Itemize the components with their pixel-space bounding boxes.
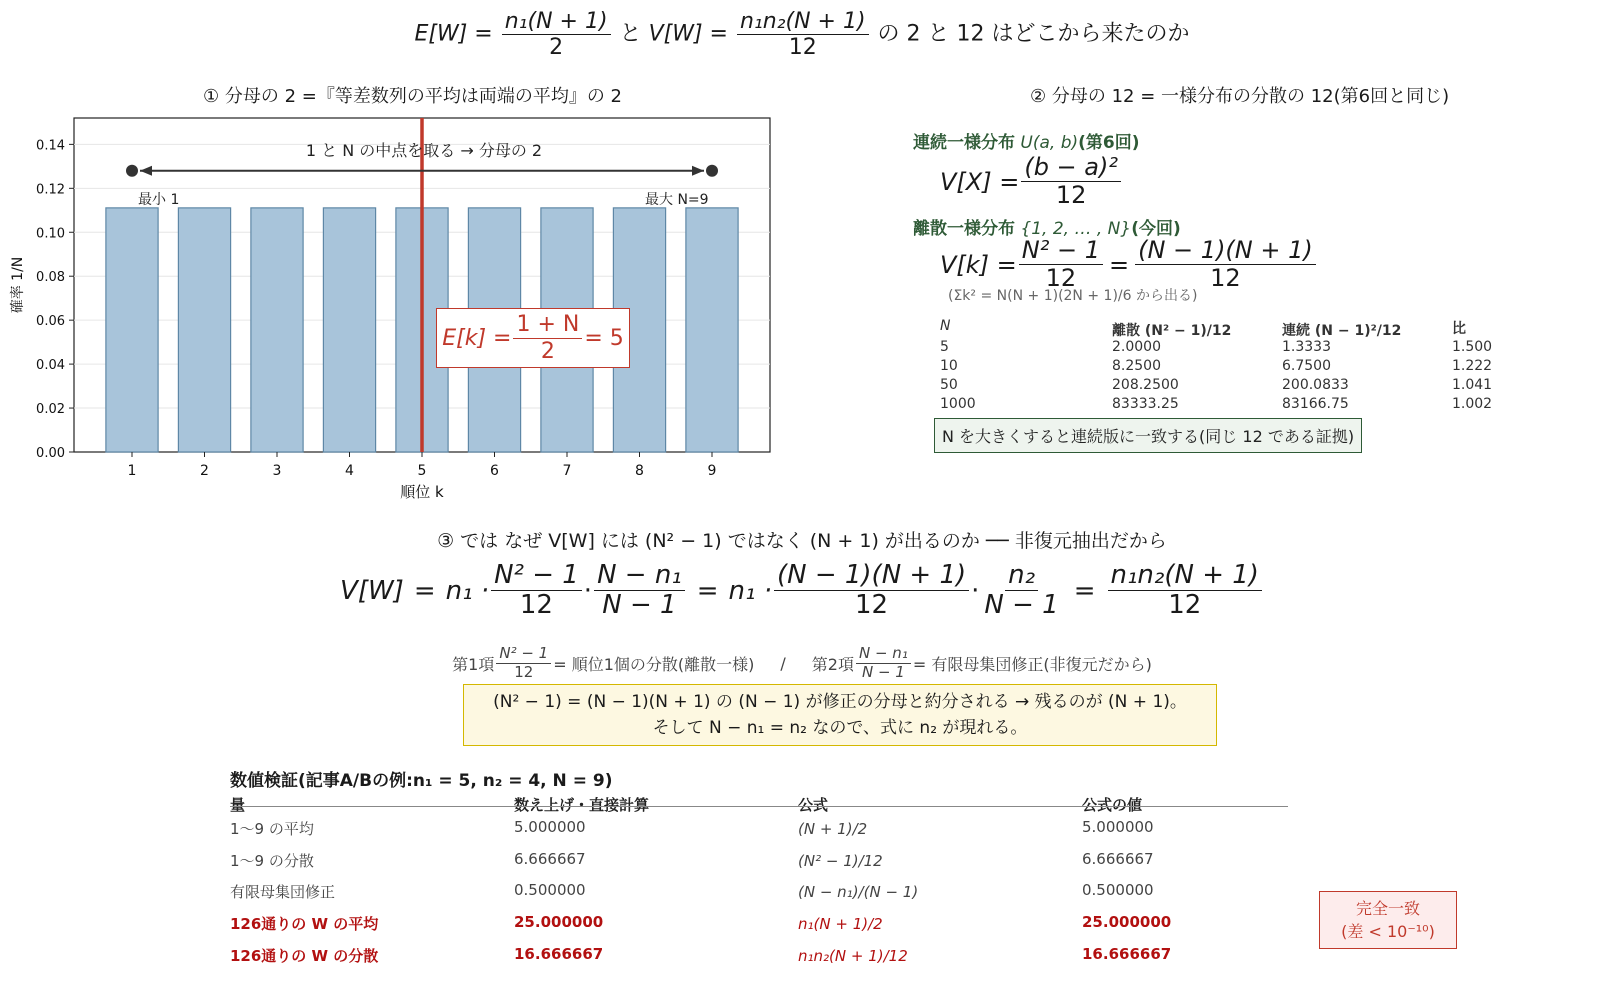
verify-cell: 0.500000 <box>514 881 586 899</box>
verify-header: 量 <box>230 796 246 814</box>
main-title: E[W] = $\frac{\text{n₁(N + 1)}}{2}$ と V[W] = $\frac{\text{n₁n₂(N + 1)}}{12}$ の 2 と 12 はどこから来たのか <box>414 9 1190 61</box>
x-tick-label: 6 <box>490 463 499 479</box>
verify-cell: 6.666667 <box>514 850 586 868</box>
discrete-variance-formula: V[k] = $\frac{\text{N² − 1}}{12}$ = $\frac{(N - 1)(N + 1)}{12}$ <box>940 238 1318 291</box>
range-endpoint-min <box>126 165 138 177</box>
panel1-title: ① 分母の 2 =『等差数列の平均は両端の平均』の 2 <box>203 86 623 107</box>
y-tick-label: 0.10 <box>36 226 65 242</box>
x-tick-label: 2 <box>200 463 209 479</box>
verify-header: 公式 <box>798 796 829 814</box>
mean-annotation-box: E[k] = $\frac{1 + N}{2}$ = 5 <box>436 308 630 368</box>
arrow-label: 1 と N の中点を取る → 分母の 2 <box>305 141 543 160</box>
bar <box>106 208 158 452</box>
verify-cell: 126通りの W の平均 <box>230 915 379 933</box>
verify-cell: 25.000000 <box>1082 913 1172 931</box>
x-tick-label: 3 <box>272 463 282 479</box>
x-tick-label: 8 <box>635 463 644 479</box>
table-header: N <box>940 318 951 334</box>
verify-cell: 126通りの W の分散 <box>230 947 379 965</box>
verify-header: 数え上げ・直接計算 <box>514 796 650 814</box>
x-tick-label: 9 <box>707 463 717 479</box>
table-cell: 6.7500 <box>1282 358 1331 374</box>
continuous-heading: 連続一様分布 U(a, b)(第6回) <box>913 133 1140 153</box>
variance-derivation-equation: V[W] = n₁ · $\frac{\text{N² − 1}}{12}$ · $\frac{\text{N − n₁}}{N - 1}$ = n₁ · $\frac{(N - 1)(N + 1)}{12}$ · $\frac{\text{n₂}}{N - 1}$ = $\frac{\text{n₁n₂(N + 1)}}{12}$ <box>0 562 1604 620</box>
y-tick-label: 0.02 <box>36 402 65 418</box>
verify-cell: (N + 1)/2 <box>798 820 868 838</box>
main-title-vw: V[W] <box>648 21 703 47</box>
x-tick-label: 1 <box>127 463 137 479</box>
verify-cell: 25.000000 <box>514 913 604 931</box>
max-label: 最大 N=9 <box>645 192 709 208</box>
y-tick-label: 0.06 <box>36 314 65 330</box>
verify-cell: n₁(N + 1)/2 <box>798 915 883 933</box>
verify-cell: 5.000000 <box>1082 818 1154 836</box>
table-cell: 8.2500 <box>1112 358 1161 374</box>
range-endpoint-max <box>706 165 718 177</box>
table-header: 連続 (N − 1)²/12 <box>1282 323 1402 339</box>
bar <box>251 208 303 452</box>
uniform-bar-chart <box>0 105 790 525</box>
main-title-vw-frac: $\frac{\text{n₁n₂(N + 1)}}{12}$ <box>737 10 869 59</box>
y-tick-label: 0.12 <box>36 182 65 198</box>
table-header: 離散 (N² − 1)/12 <box>1112 323 1232 339</box>
table-cell: 208.2500 <box>1112 377 1179 393</box>
bar <box>686 208 738 452</box>
y-tick-label: 0.14 <box>36 138 65 154</box>
bar <box>178 208 230 452</box>
x-tick-label: 7 <box>562 463 572 479</box>
x-tick-label: 4 <box>345 463 354 479</box>
discrete-heading: 離散一様分布 {1, 2, … , N}(今回) <box>913 219 1181 239</box>
table-cell: 50 <box>940 377 958 393</box>
table-cell: 1000 <box>940 396 976 412</box>
term-explanations: 第1項 $\frac{\text{N² − 1}}{12}$ = 順位1個の分散(離散一様) / 第2項 $\frac{\text{N − n₁}}{N - 1}$ = 有限母集団修正(非復元だから) <box>452 644 1152 681</box>
verify-cell: 5.000000 <box>514 818 586 836</box>
verify-cell: 有限母集団修正 <box>230 883 336 901</box>
y-tick-label: 0.08 <box>36 270 65 286</box>
verify-header: 公式の値 <box>1082 796 1143 814</box>
table-cell: 83166.75 <box>1282 396 1349 412</box>
table-cell: 1.3333 <box>1282 339 1331 355</box>
x-tick-label: 5 <box>417 463 427 479</box>
table-cell: 1.041 <box>1452 377 1493 393</box>
panel3-title: ③ では なぜ V[W] には (N² − 1) ではなく (N + 1) が出るのか ── 非復元抽出だから <box>437 530 1167 552</box>
y-axis-label: 確率 1/N <box>10 256 26 314</box>
verify-cell: 16.666667 <box>1082 945 1172 963</box>
cancellation-note-box: (N² − 1) = (N − 1)(N + 1) の (N − 1) が修正の分母と約分される → 残るのが (N + 1)。 そして N − n₁ = n₂ なので、式に n₂ が現れる。 <box>463 684 1217 746</box>
verify-cell: 0.500000 <box>1082 881 1154 899</box>
table-header: 比 <box>1452 321 1466 337</box>
table-cell: 10 <box>940 358 958 374</box>
continuous-variance-formula: V[X] = $\frac{\text{(b − a)²}}{12}$ <box>940 155 1123 208</box>
main-title-to: と <box>619 21 642 47</box>
table-cell: 83333.25 <box>1112 396 1179 412</box>
main-title-ew-frac: $\frac{\text{n₁(N + 1)}}{2}$ <box>502 10 611 59</box>
min-label: 最小 1 <box>138 192 180 208</box>
exact-match-badge: 完全一致 (差 < 10⁻¹⁰) <box>1319 891 1457 949</box>
conclusion-box: N を大きくすると連続版に一致する(同じ 12 である証拠) <box>934 418 1362 453</box>
main-title-rest: の 2 と 12 はどこから来たのか <box>877 21 1190 47</box>
table-cell: 1.500 <box>1452 339 1493 355</box>
verify-cell: 6.666667 <box>1082 850 1154 868</box>
verify-cell: n₁n₂(N + 1)/12 <box>798 947 908 965</box>
y-tick-label: 0.00 <box>36 446 65 461</box>
panel2-title: ② 分母の 12 = 一様分布の分散の 12(第6回と同じ) <box>1030 86 1450 107</box>
main-title-ew: E[W] <box>414 21 468 47</box>
table-cell: 2.0000 <box>1112 339 1161 355</box>
table-cell: 200.0833 <box>1282 377 1349 393</box>
table-cell: 1.222 <box>1452 358 1493 374</box>
y-tick-label: 0.04 <box>36 358 65 374</box>
verification-title: 数値検証(記事A/Bの例:n₁ = 5, n₂ = 4, N = 9) <box>230 771 613 791</box>
verify-cell: (N² − 1)/12 <box>798 852 883 870</box>
x-axis-label: 順位 k <box>400 483 444 501</box>
verify-cell: 1〜9 の分散 <box>230 852 314 870</box>
verify-cell: 16.666667 <box>514 945 604 963</box>
table-cell: 1.002 <box>1452 396 1493 412</box>
verify-header-rule <box>230 806 1288 807</box>
sum-of-squares-note: (Σk² = N(N + 1)(2N + 1)/6 から出る) <box>948 288 1198 304</box>
table-cell: 5 <box>940 339 949 355</box>
verify-cell: (N − n₁)/(N − 1) <box>798 883 919 901</box>
verify-cell: 1〜9 の平均 <box>230 820 314 838</box>
bar <box>323 208 375 452</box>
